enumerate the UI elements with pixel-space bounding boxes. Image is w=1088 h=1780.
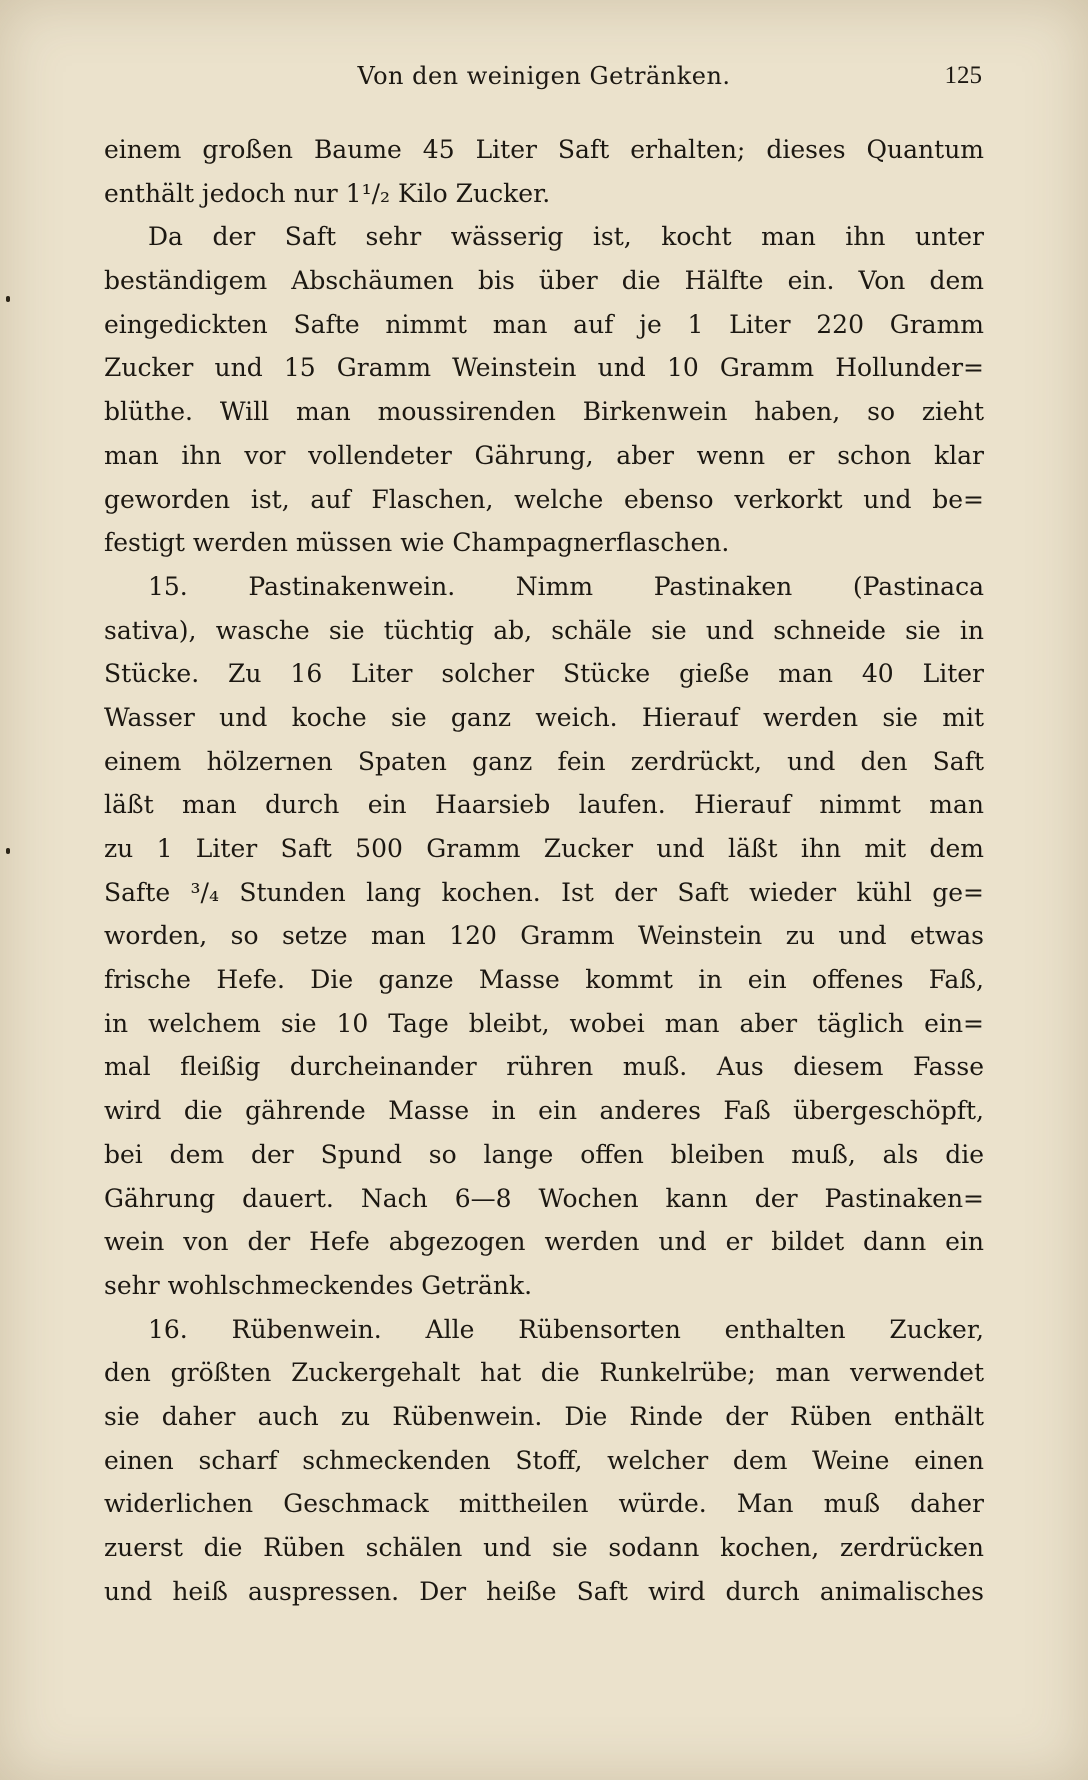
text-line: wird die gährende Masse in ein anderes Faß übergeschöpft, xyxy=(104,1096,984,1126)
text-line: und heiß auspressen. Der heiße Saft wird durch animalisches xyxy=(104,1576,984,1606)
text-line: zu 1 Liter Saft 500 Gramm Zucker und läßt ihn mit dem xyxy=(104,834,984,863)
text-line: Gährung dauert. Nach 6—8 Wochen kann der Pastinaken= xyxy=(104,1183,984,1213)
margin-ink-speck xyxy=(6,848,10,854)
section-heading-line: 16. Rübenwein. Alle Rübensorten enthalten Zucker, xyxy=(148,1314,984,1344)
text-line: eingedickten Safte nimmt man auf je 1 Liter 220 Gramm xyxy=(104,309,984,339)
text-line: enthält jedoch nur 1¹/₂ Kilo Zucker. xyxy=(104,178,551,208)
text-line: einem hölzernen Spaten ganz fein zerdrückt, und den Saft xyxy=(104,746,984,776)
section-heading-line: 15. Pastinakenwein. Nimm Pastinaken (Pastinaca xyxy=(148,571,984,601)
text-line: widerlichen Geschmack mittheilen würde. Man muß daher xyxy=(104,1489,984,1519)
running-head xyxy=(104,62,984,98)
text-line: Wasser und koche sie ganz weich. Hierauf werden sie mit xyxy=(104,702,984,732)
text-line: bei dem der Spund so lange offen bleiben muß, als die xyxy=(104,1139,984,1169)
text-line: mal fleißig durcheinander rühren muß. Aus diesem Fasse xyxy=(104,1052,984,1082)
margin-ink-speck xyxy=(6,296,10,302)
text-line: einen scharf schmeckenden Stoff, welcher dem Weine einen xyxy=(104,1445,984,1475)
text-line: festigt werden müssen wie Champagnerflaschen. xyxy=(104,528,730,558)
running-title: Von den weinigen Getränken. xyxy=(357,62,731,90)
text-line: Safte ³/₄ Stunden lang kochen. Ist der Saft wieder kühl ge= xyxy=(104,877,984,907)
text-line: wein von der Hefe abgezogen werden und er bildet dann ein xyxy=(104,1227,984,1257)
text-line: blüthe. Will man moussirenden Birkenwein haben, so zieht xyxy=(104,397,984,427)
text-line: läßt man durch ein Haarsieb laufen. Hierauf nimmt man xyxy=(104,790,984,820)
text-line: man ihn vor vollendeter Gährung, aber wenn er schon klar xyxy=(104,440,984,470)
text-line: in welchem sie 10 Tage bleibt, wobei man aber täglich ein= xyxy=(104,1008,984,1038)
text-line: geworden ist, auf Flaschen, welche ebenso verkorkt und be= xyxy=(104,484,984,514)
text-line: sie daher auch zu Rübenwein. Die Rinde der Rüben enthält xyxy=(104,1401,984,1431)
text-line: Da der Saft sehr wässerig ist, kocht man ihn unter xyxy=(148,222,984,252)
text-line: sehr wohlschmeckendes Getränk. xyxy=(104,1270,533,1300)
text-line: Stücke. Zu 16 Liter solcher Stücke gieße man 40 Liter xyxy=(104,659,984,689)
text-line: Zucker und 15 Gramm Weinstein und 10 Gramm Hollunder= xyxy=(104,353,984,383)
text-line: frische Hefe. Die ganze Masse kommt in ein offenes Faß, xyxy=(104,965,984,995)
page-number: 125 xyxy=(944,62,982,89)
text-line: zuerst die Rüben schälen und sie sodann kochen, zerdrücken xyxy=(104,1533,984,1562)
text-line: einem großen Baume 45 Liter Saft erhalten; dieses Quantum xyxy=(104,135,984,164)
body-text xyxy=(104,128,984,1613)
text-line: beständigem Abschäumen bis über die Hälfte ein. Von dem xyxy=(104,266,984,296)
text-line: den größten Zuckergehalt hat die Runkelrübe; man verwendet xyxy=(104,1358,984,1388)
text-line: worden, so setze man 120 Gramm Weinstein zu und etwas xyxy=(104,921,984,951)
text-line: sativa), wasche sie tüchtig ab, schäle sie und schneide sie in xyxy=(104,615,984,645)
